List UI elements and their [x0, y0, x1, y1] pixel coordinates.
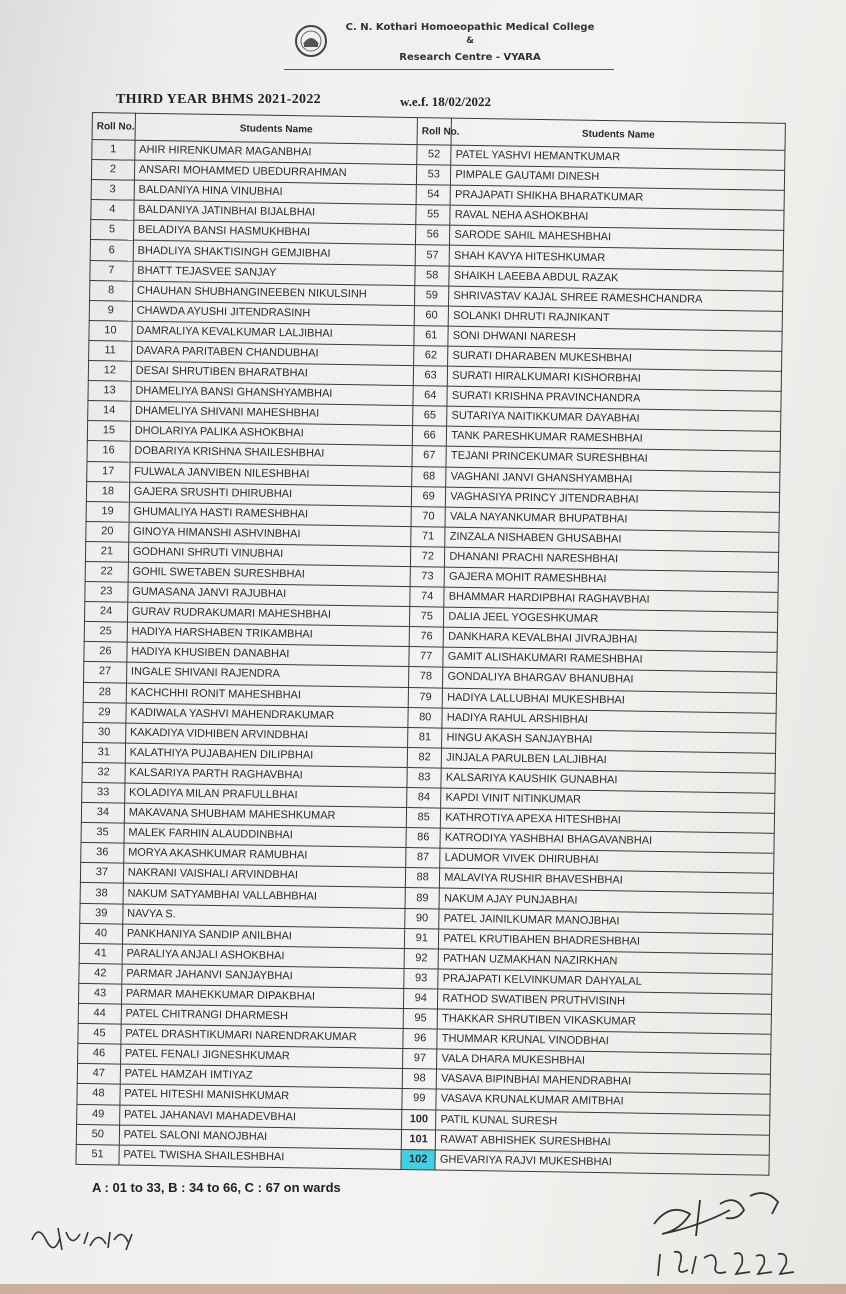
roll-number: 62 — [414, 346, 449, 367]
student-name: LADUMOR VIVEK DHIRUBHAI — [440, 848, 774, 873]
student-name: SHRIVASTAV KAJAL SHREE RAMESHCHANDRA — [449, 286, 783, 311]
roll-number: 37 — [80, 863, 123, 884]
student-name: SURATI DHARABEN MUKESHBHAI — [448, 346, 782, 371]
student-name: PARMAR JAHANVI SANJAYBHAI — [122, 964, 405, 989]
student-name: GHUMALIYA HASTI RAMESHBHAI — [129, 502, 412, 527]
college-header — [290, 16, 620, 76]
student-name: NAKRANI VAISHALI ARVINDBHAI — [123, 863, 406, 888]
roll-number: 26 — [84, 642, 127, 663]
student-name: PATIL KUNAL SURESH — [436, 1110, 770, 1135]
roll-number: 90 — [405, 908, 440, 929]
roll-number: 17 — [87, 461, 130, 482]
roll-number: 69 — [411, 486, 446, 507]
roll-number: 22 — [85, 561, 128, 582]
student-name: DHANANI PRACHI NARESHBHAI — [445, 547, 779, 572]
roll-number: 88 — [405, 868, 440, 889]
roll-number: 94 — [404, 988, 439, 1009]
roll-number: 19 — [86, 501, 129, 522]
college-name: C. N. Kothari Homoeopathic Medical College — [345, 22, 595, 33]
table-body — [76, 140, 785, 1176]
roll-number: 43 — [78, 983, 121, 1004]
student-name: KAPDI VINIT NITINKUMAR — [441, 788, 775, 813]
roll-number: 81 — [408, 727, 443, 748]
roll-number: 60 — [414, 305, 449, 326]
table-surface-edge — [0, 1284, 846, 1294]
student-name: BHADLIYA SHAKTISINGH GEMJIBHAI — [133, 241, 416, 266]
roll-number: 35 — [81, 823, 124, 844]
student-name: SURATI HIRALKUMARI KISHORBHAI — [448, 366, 782, 391]
roll-number: 98 — [402, 1069, 437, 1090]
student-name: FULWALA JANVIBEN NILESHBHAI — [129, 462, 412, 487]
roll-number: 47 — [77, 1064, 120, 1085]
student-name: PATEL YASHVI HEMANTKUMAR — [451, 145, 785, 170]
roll-number: 92 — [404, 948, 439, 969]
student-name: PIMPALE GAUTAMI DINESH — [451, 165, 785, 190]
student-name: SURATI KRISHNA PRAVINCHANDRA — [447, 386, 781, 411]
student-name: PRAJAPATI KELVINKUMAR DAHYALAL — [438, 969, 772, 994]
roll-number: 21 — [85, 541, 128, 562]
roll-number: 40 — [79, 923, 122, 944]
roll-number: 77 — [409, 647, 444, 668]
roll-no-header: Roll No. — [92, 113, 135, 141]
roll-number: 93 — [404, 968, 439, 989]
roll-number: 34 — [81, 803, 124, 824]
student-name: THUMMAR KRUNAL VINODBHAI — [437, 1029, 771, 1054]
student-name: DHAMELIYA SHIVANI MAHESHBHAI — [130, 401, 413, 426]
roll-number: 71 — [411, 526, 446, 547]
roll-number: 46 — [78, 1044, 121, 1065]
student-roll-table — [75, 112, 785, 1176]
roll-number: 27 — [84, 662, 127, 683]
roll-number: 78 — [409, 667, 444, 688]
effective-date: w.e.f. 18/02/2022 — [400, 94, 491, 109]
student-name: PATEL TWISHA SHAILESHBHAI — [119, 1145, 402, 1170]
roll-number: 61 — [414, 325, 449, 346]
student-name: PARALIYA ANJALI ASHOKBHAI — [122, 944, 405, 969]
student-name: BALDANIYA HINA VINUBHAI — [134, 180, 417, 205]
student-name: KACHCHHI RONIT MAHESHBHAI — [126, 683, 409, 708]
roll-number: 75 — [410, 607, 445, 628]
roll-number: 42 — [79, 963, 122, 984]
roll-number: 41 — [79, 943, 122, 964]
student-name: HADIYA LALLUBHAI MUKESHBHAI — [442, 688, 776, 713]
roll-number: 23 — [85, 582, 128, 603]
roll-number: 63 — [413, 366, 448, 387]
roll-number: 45 — [78, 1024, 121, 1045]
student-name: GAJERA SRUSHTI DHIRUBHAI — [129, 482, 412, 507]
student-name: KATRODIYA YASHBHAI BHAGAVANBHAI — [440, 828, 774, 853]
roll-number: 54 — [416, 185, 451, 206]
roll-number: 99 — [402, 1089, 437, 1110]
student-name: PATEL HITESHI MANISHKUMAR — [120, 1084, 403, 1109]
student-name: NAVYA S. — [123, 904, 406, 929]
roll-number: 52 — [417, 145, 452, 166]
student-name: HADIYA RAHUL ARSHIBHAI — [442, 708, 776, 733]
roll-number: 16 — [87, 441, 130, 462]
student-name: RAWAT ABHISHEK SURESHBHAI — [436, 1130, 770, 1155]
roll-number: 73 — [410, 567, 445, 588]
student-name: PARMAR MAHEKKUMAR DIPAKBHAI — [121, 984, 404, 1009]
roll-number: 87 — [406, 848, 441, 869]
student-name: SUTARIYA NAITIKKUMAR DAYABHAI — [447, 406, 781, 431]
student-name: CHAUHAN SHUBHANGINEEBEN NIKULSINH — [132, 281, 415, 306]
student-name: DANKHARA KEVALBHAI JIVRAJBHAI — [443, 627, 777, 652]
roll-number: 68 — [412, 466, 447, 487]
student-name: HADIYA KHUSIBEN DANABHAI — [127, 642, 410, 667]
student-name: DOBARIYA KRISHNA SHAILESHBHAI — [130, 442, 413, 467]
roll-number: 39 — [80, 903, 123, 924]
roll-number: 50 — [76, 1124, 119, 1145]
roll-number: 31 — [82, 742, 125, 763]
student-name: GOHIL SWETABEN SURESHBHAI — [128, 562, 411, 587]
student-name: GHEVARIYA RAJVI MUKESHBHAI — [435, 1150, 769, 1175]
student-name: PATEL JAHANAVI MAHADEVBHAI — [119, 1105, 402, 1130]
student-name: PATEL HAMZAH IMTIYAZ — [120, 1064, 403, 1089]
roll-number: 49 — [77, 1104, 120, 1125]
roll-number: 95 — [403, 1009, 438, 1030]
student-name: AHIR HIRENKUMAR MAGANBHAI — [135, 140, 418, 165]
roll-number: 20 — [86, 521, 129, 542]
student-name: VALA NAYANKUMAR BHUPATBHAI — [445, 507, 779, 532]
roll-number: 97 — [403, 1049, 438, 1070]
roll-number: 48 — [77, 1084, 120, 1105]
roll-number: 7 — [90, 260, 133, 281]
roll-number: 56 — [416, 225, 451, 246]
roll-number: 12 — [88, 361, 131, 382]
document-title: THIRD YEAR BHMS 2021-2022 — [116, 92, 321, 107]
roll-number: 3 — [91, 180, 134, 201]
student-name: DHOLARIYA PALIKA ASHOKBHAI — [130, 421, 413, 446]
student-name: PATEL DRASHTIKUMARI NARENDRAKUMAR — [121, 1024, 404, 1049]
roll-number: 80 — [408, 707, 443, 728]
roll-number: 5 — [90, 220, 133, 241]
student-name: GAMIT ALISHAKUMARI RAMESHBHAI — [443, 647, 777, 672]
roll-number: 32 — [82, 762, 125, 783]
roll-number: 83 — [407, 767, 442, 788]
student-name: GODHANI SHRUTI VINUBHAI — [128, 542, 411, 567]
student-name: RAVAL NEHA ASHOKBHAI — [450, 205, 784, 230]
student-name: TEJANI PRINCEKUMAR SURESHBHAI — [446, 447, 780, 472]
student-name: MAKAVANA SHUBHAM MAHESHKUMAR — [124, 803, 407, 828]
roll-number: 67 — [412, 446, 447, 467]
student-name: DHAMELIYA BANSI GHANSHYAMBHAI — [131, 381, 414, 406]
roll-number: 9 — [89, 300, 132, 321]
roll-number: 66 — [412, 426, 447, 447]
roll-number: 53 — [416, 165, 451, 186]
roll-number: 102 — [401, 1149, 436, 1170]
student-name: GINOYA HIMANSHI ASHVINBHAI — [129, 522, 412, 547]
roll-number: 82 — [407, 747, 442, 768]
student-name: PANKHANIYA SANDIP ANILBHAI — [122, 924, 405, 949]
roll-number: 74 — [410, 587, 445, 608]
roll-number: 65 — [413, 406, 448, 427]
student-name: BHAMMAR HARDIPBHAI RAGHAVBHAI — [444, 587, 778, 612]
roll-number: 58 — [415, 265, 450, 286]
student-name: KALSARIYA PARTH RAGHAVBHAI — [125, 763, 408, 788]
roll-number: 2 — [91, 160, 134, 181]
student-name: VAGHASIYA PRINCY JITENDRABHAI — [446, 487, 780, 512]
college-ampersand: & — [466, 36, 474, 46]
student-name: THAKKAR SHRUTIBEN VIKASKUMAR — [437, 1009, 771, 1034]
student-name: VASAVA KRUNALKUMAR AMITBHAI — [436, 1089, 770, 1114]
student-name: BHATT TEJASVEE SANJAY — [133, 261, 416, 286]
roll-number: 84 — [407, 788, 442, 809]
roll-number: 57 — [415, 245, 450, 266]
student-name: PATEL CHITRANGI DHARMESH — [121, 1004, 404, 1029]
roll-number: 85 — [406, 808, 441, 829]
student-name: SHAIKH LAEEBA ABDUL RAZAK — [449, 266, 783, 291]
roll-number: 59 — [415, 285, 450, 306]
student-name: BELADIYA BANSI HASMUKHBHAI — [133, 221, 416, 246]
student-name: DALIA JEEL YOGESHKUMAR — [444, 607, 778, 632]
students-name-header: Students Name — [135, 113, 418, 144]
roll-number: 18 — [86, 481, 129, 502]
roll-number: 33 — [82, 782, 125, 803]
student-name: MORYA AKASHKUMAR RAMUBHAI — [123, 843, 406, 868]
student-name: BALDANIYA JATINBHAI BIJALBHAI — [134, 200, 417, 225]
roll-number: 51 — [76, 1144, 119, 1165]
roll-number: 6 — [90, 240, 133, 261]
roll-number: 30 — [83, 722, 126, 743]
student-name: PATEL JAINILKUMAR MANOJBHAI — [439, 909, 773, 934]
handwritten-signature-left — [28, 1210, 148, 1270]
students-name-header: Students Name — [451, 118, 785, 150]
roll-number: 79 — [408, 687, 443, 708]
roll-number: 38 — [80, 883, 123, 904]
roll-number: 11 — [89, 340, 132, 361]
roll-number: 1 — [92, 140, 135, 161]
student-name: CHAWDA AYUSHI JITENDRASINH — [132, 301, 415, 326]
roll-number: 24 — [84, 602, 127, 623]
handwritten-signature-right — [640, 1180, 810, 1280]
roll-number: 10 — [89, 320, 132, 341]
student-name: DESAI SHRUTIBEN BHARATBHAI — [131, 361, 414, 386]
roll-number: 101 — [401, 1129, 436, 1150]
roll-no-header: Roll No. — [417, 118, 452, 146]
student-name: NAKUM AJAY PUNJABHAI — [439, 889, 773, 914]
student-name: PRAJAPATI SHIKHA BHARATKUMAR — [450, 185, 784, 210]
student-name: PATHAN UZMAKHAN NAZIRKHAN — [438, 949, 772, 974]
student-name: GAJERA MOHIT RAMESHBHAI — [444, 567, 778, 592]
roll-number: 15 — [87, 421, 130, 442]
roll-number: 91 — [404, 928, 439, 949]
roll-number: 29 — [83, 702, 126, 723]
roll-number: 8 — [90, 280, 133, 301]
student-name: KOLADIYA MILAN PRAFULLBHAI — [124, 783, 407, 808]
student-name: SARODE SAHIL MAHESHBHAI — [450, 226, 784, 251]
student-name: RATHOD SWATIBEN PRUTHVISINH — [438, 989, 772, 1014]
batch-division-note: A : 01 to 33, B : 34 to 66, C : 67 on wards — [92, 1180, 341, 1195]
roll-number: 55 — [416, 205, 451, 226]
roll-number: 13 — [88, 381, 131, 402]
roll-number: 36 — [81, 843, 124, 864]
roll-number: 89 — [405, 888, 440, 909]
student-name: KALATHIYA PUJABAHEN DILIPBHAI — [125, 743, 408, 768]
student-name: VAGHANI JANVI GHANSHYAMBHAI — [446, 467, 780, 492]
student-name: PATEL FENALI JIGNESHKUMAR — [120, 1044, 403, 1069]
college-logo-icon — [294, 24, 328, 58]
student-name: GURAV RUDRAKUMARI MAHESHBHAI — [127, 602, 410, 627]
header-divider — [284, 69, 614, 70]
college-location: Research Centre - VYARA — [399, 52, 541, 63]
student-name: HINGU AKASH SANJAYBHAI — [442, 728, 776, 753]
student-name: KATHROTIYA APEXA HITESHBHAI — [441, 808, 775, 833]
student-name: ZINZALA NISHABEN GHUSABHAI — [445, 527, 779, 552]
student-name: MALEK FARHIN ALAUDDINBHAI — [124, 823, 407, 848]
student-name: PATEL KRUTIBAHEN BHADRESHBHAI — [439, 929, 773, 954]
student-name: NAKUM SATYAMBHAI VALLABHBHAI — [123, 884, 406, 909]
student-name: KAKADIYA VIDHIBEN ARVINDBHAI — [125, 723, 408, 748]
roll-number: 44 — [78, 1003, 121, 1024]
roll-number: 96 — [403, 1029, 438, 1050]
student-name: SOLANKI DHRUTI RAJNIKANT — [448, 306, 782, 331]
roll-number: 28 — [83, 682, 126, 703]
student-name: DAVARA PARITABEN CHANDUBHAI — [131, 341, 414, 366]
roll-number: 76 — [409, 627, 444, 648]
student-name: KADIWALA YASHVI MAHENDRAKUMAR — [126, 703, 409, 728]
roll-number: 70 — [411, 506, 446, 527]
roll-number: 64 — [413, 386, 448, 407]
student-name: GONDALIYA BHARGAV BHANUBHAI — [443, 668, 777, 693]
student-name: GUMASANA JANVI RAJUBHAI — [128, 582, 411, 607]
student-name: DAMRALIYA KEVALKUMAR LALJIBHAI — [132, 321, 415, 346]
roll-number: 72 — [410, 546, 445, 567]
roll-number: 25 — [84, 622, 127, 643]
student-name: HADIYA HARSHABEN TRIKAMBHAI — [127, 622, 410, 647]
student-name: VALA DHARA MUKESHBHAI — [437, 1049, 771, 1074]
student-name: VASAVA BIPINBHAI MAHENDRABHAI — [437, 1069, 771, 1094]
student-name: PATEL SALONI MANOJBHAI — [119, 1125, 402, 1150]
roll-number: 86 — [406, 828, 441, 849]
roll-number: 14 — [88, 401, 131, 422]
student-name: TANK PARESHKUMAR RAMESHBHAI — [447, 426, 781, 451]
student-name: KALSARIYA KAUSHIK GUNABHAI — [441, 768, 775, 793]
student-name: INGALE SHIVANI RAJENDRA — [126, 663, 409, 688]
student-name: SONI DHWANI NARESH — [448, 326, 782, 351]
student-name: ANSARI MOHAMMED UBEDURRAHMAN — [134, 160, 417, 185]
student-name: MALAVIYA RUSHIR BHAVESHBHAI — [440, 868, 774, 893]
roll-number: 4 — [91, 200, 134, 221]
roll-number: 100 — [402, 1109, 437, 1130]
student-name: JINJALA PARULBEN LALJIBHAI — [442, 748, 776, 773]
student-name: SHAH KAVYA HITESHKUMAR — [449, 246, 783, 271]
